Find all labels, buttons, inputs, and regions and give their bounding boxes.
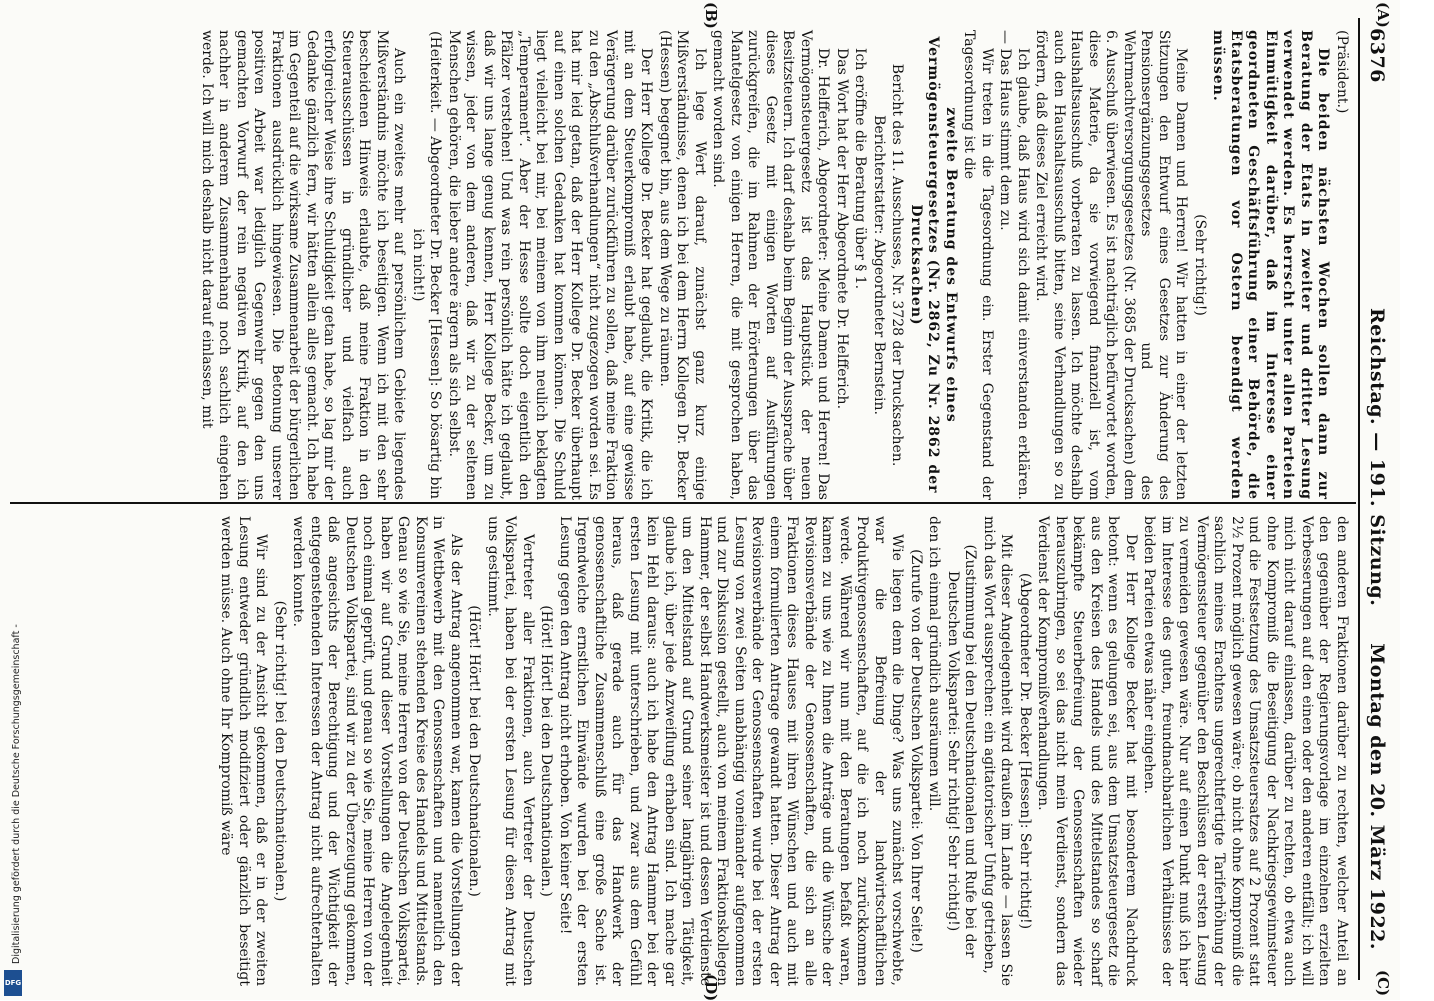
speech-paragraph: Dr. Helfferich, Abgeordneter: Meine Damen und Herren! Das Vermögensteuergesetz ist das Hauptstück der neuen Besitzsteuern. Ich darf deshalb beim Beginn der Aussprache über dieses Gesetz mit einigen Worten auf Ausführungen zurückgreifen, die im Rahmen der Erörterungen über das Mantelgesetz von einigen Herren, die mit gesprochen haben, gemacht worden sind. <box>710 30 832 500</box>
paragraph: Ich glaube, daß Haus wird sich damit einverstanden erklären. — Das Haus stimmt dem zu. <box>997 30 1031 500</box>
paragraph: Ich eröffne die Beratung über § 1. <box>852 48 869 290</box>
agenda-item: zweite Beratung des Entwurfs eines Vermögensteuergesetzes (Nr. 2862, Zu Nr. 2862 der Drucksachen) <box>908 36 959 494</box>
right-text-column <box>216 516 1350 986</box>
dfg-logo: DFG <box>4 970 22 996</box>
interjection: (Sehr richtig!) <box>1192 214 1208 316</box>
interjection: (Hört! Hört! bei den Deutschnationalen.) <box>466 605 483 897</box>
interjection: (Sehr richtig! bei den Deutschnationalen.) <box>272 600 288 902</box>
page-number: 6376 <box>1366 28 1388 83</box>
header-rule <box>1358 18 1360 980</box>
interjection: (Heiterkeit. — Abgeordneter Dr. Becker [Hessen]: So bösartig bin ich nicht!) <box>410 31 444 499</box>
speech-paragraph: Der Herr Kollege Dr. Becker hat geglaubt, die Kritik, die ich mit an dem Steuerkompromiß erlaubt habe, auf eine gewisse Verärgerung darüber zurückführen zu sollen, daß meine Fraktion zu den „Abschlußverhandlungen“ nicht zugezogen worden sei. Es hat mir leid getan, daß der Herr Kollege Dr. Becker überhaupt auf einen solchen Gedanken hat kommen können. Die Schuld liegt vielleicht bei mir, bei meinem von ihm neulich beklagten „Temperament“. Aber der Hesse sollte doch eigentlich den Pfälzer verstehen! Und was rein persönlich hätte ich geglaubt, daß wir uns lange genug kennen, Herr Kollege Becker, um zu wissen, jeder von dem anderen, daß wir zu der seltenen Menschen gehören, die lieber andere ärgern als sich selbst. <box>446 30 655 500</box>
margin-mark-b: (B) <box>702 2 720 29</box>
left-text-column <box>197 30 1351 500</box>
speech-paragraph: Wir sind zu der Ansicht gekommen, daß er in der zweiten Lesung entweder gründlich modifiziert oder gänzlich beseitigt werden müsse. Auch ohne Ihr Kompromiß wäre <box>218 516 270 986</box>
column-divider <box>10 502 1356 504</box>
speech-paragraph: Als der Antrag angenommen war, kamen die Vorstellungen der in Wettbewerb mit den Genossenschaften und namentlich den Konsumvereinen stehenden Kreise des Handels und Mittelstands. Genau so wie Sie, meine Herren von der Deutschen Volkspartei, haben wir auf Grund dieser Vorstellungen die Angelegenheit noch einmal geprüft, und genau so wie Sie, meine Herren von der Deutschen Volkspartei, sind wir zu der Überzeugung gekommen, daß angesichts der Berechtigung und der Wichtigkeit der entgegenstehenden Interessen der Antrag nicht aufrechterhalten werden konnte. <box>290 516 464 986</box>
committee-report: Bericht des 11. Ausschusses, Nr. 3728 der Drucksachen. <box>889 63 906 467</box>
paragraph: Das Wort hat der Herr Abgeordnete Dr. Helfferich. <box>834 48 850 410</box>
rapporteur: Berichterstatter: Abgeordneter Bernstein. <box>871 115 887 415</box>
page-header <box>1360 18 1394 980</box>
paragraph: Meine Damen und Herren! Wir hatten in einer der letzten Sitzungen den Entwurf eines Gesetzes zur Änderung des Pensionsergänzungsgesetzes und des Wehrmachtversorgungsgesetzes (Nr. 3685 der Drucksachen) dem 6. Ausschuß überwiesen. Es ist nachträglich befürwortet worden, diese Materie, da sie vorwiegend finanziell ist, vom Haushaltsausschuß vorberaten zu lassen. Ich möchte deshalb auch den Haushaltsausschuß bitten, seine Verhandlungen so zu fördern, daß dieses Ziel erreicht wird. <box>1033 30 1190 500</box>
speech-paragraph: Vertreter aller Fraktionen, auch Vertreter der Deutschen Volkspartei, haben bei der ersten Lesung für diesen Antrag mit uns gestimmt. <box>485 516 536 986</box>
paragraph: Wir treten in die Tagesordnung ein. Erster Gegenstand der Tagesordnung ist die <box>961 30 995 500</box>
session-title: Reichstag. — 191. Sitzung. <box>1366 308 1388 607</box>
paragraph: Die beiden nächsten Wochen sollen dann zur Beratung der Etats in zweiter und dritter Lesung verwendet werden. Es herrscht unter allen Parteien Einmütigkeit darüber, daß im Interesse einer geordneten Geschäftsführung einer Behörde, die Etatsberatungen vor Ostern beendigt werden müssen. <box>1210 30 1332 500</box>
interjection: (Hört! Hört! bei den Deutschnationalen.) <box>538 605 555 897</box>
margin-mark-d: (D) <box>702 974 720 1001</box>
credit-text: Digitalisierung gefördert durch die Deutsche Forschungsgemeinschaft - <box>11 624 22 964</box>
interjection: (Zurufe von der Deutschen Volkspartei: Von Ihrer Seite!) <box>908 549 924 953</box>
speech-paragraph: Ich lege Wert darauf, zunächst ganz kurz einige Mißverständnisse, denen ich bei dem Herrn Kollegen Dr. Becker (Hessen) begegnet bin, aus dem Wege zu räumen. <box>657 30 708 500</box>
digitization-credit <box>2 4 26 996</box>
speech-paragraph: den anderen Fraktionen darüber zu rechten, welcher Anteil an den gegenüber der Regierungsvorlage im einzelnen erzielten Verbesserungen auf den einen oder den anderen entfällt; ich will mich nicht darauf einlassen, darüber zu rechten, ob etwa auch ohne Kompromiß die Beseitigung der Nachkriegsgewinnsteuer und die Festsetzung des Umsatzsteuersatzes auf 2 Prozent statt 2½ Prozent möglich gewesen wäre; ob nicht ohne Kompromiß die sachlich meines Erachtens ungerechtfertigte Tariferhöhung der Vermögenssteuer gegenüber den Beschlüssen der ersten Lesung zu vermeiden gewesen wäre. Nur auf einen Punkt muß ich hier im Interesse des guten, freundnachbarlichen Verhältnisses der beiden Parteien etwas näher eingehen. <box>1141 516 1350 986</box>
margin-mark-c: (C) <box>1374 970 1392 997</box>
speech-paragraph: Auch ein zweites mehr auf persönlichem Gebiete liegendes Mißverständnis möchte ich beseitigen. Wenn ich mit den sehr bescheidenen Hinweis erlaubte, daß meine Fraktion in den Steuerausschüssen in gründlicher und vielfach auch erfolgreicher Weise ihre Schuldigkeit getan habe, so lag mir der Gedanke gänzlich fern, wir hätten allein alles gemacht. Ich habe im Gegenteil auf die wirksame Zusammenarbeit der bürgerlichen Fraktionen ausdrücklich hingewiesen. Die Betonung unserer positiven Arbeit war lediglich Gegenwehr gegen den uns gemachten Vorwurf der rein negativen Kritik, auf den ich nachher in anderem Zusammenhang noch sachlich eingehen werde. Ich will mich deshalb nicht darauf einlassen, mit <box>199 30 408 500</box>
speech-paragraph: den ich einmal gründlich ausräumen will. <box>926 516 943 812</box>
session-date: Montag den 20. März 1922. <box>1366 643 1388 950</box>
interjection: (Abgeordneter Dr. Becker [Hessen]: Sehr richtig!) <box>1017 572 1033 930</box>
paragraph: (Präsident.) <box>1334 30 1350 114</box>
interjection: (Zustimmung bei den Deutschnationalen und Rufe bei der Deutschen Volkspartei: Sehr richtig! Sehr richtig!) <box>945 544 979 958</box>
speech-paragraph: Mit dieser Angelegenheit wird draußen im Lande — lassen Sie mich das Wort aussprechen: ein agitatorischer Unfug getrieben, <box>981 516 1015 986</box>
speech-paragraph: Der Herr Kollege Becker hat mit besonderem Nachdruck betont: wenn es gelungen sei, aus dem Umsatzsteuergesetz die aus den Kreisen des Handels und des Mittelstandes so scharf bekämpfte Steuerbefreiung der Genossenschaften wieder herauszubringen, so sei das nicht mein Verdienst, sondern das Verdienst der Kompromißverhandlungen. <box>1035 516 1139 986</box>
margin-mark-a: (A) <box>1374 2 1392 28</box>
speech-paragraph: Wie liegen denn die Dinge? Was uns zunächst vorschwebte, war die Befreiung der landwirtschaftlichen Produktivgenossenschaften, auf die ich noch zurückkommen werde. Während wir nun mit den Beratungen befaßt waren, kamen zu uns wie zu Ihnen die Anträge und die Wünsche der Revisionsverbände der Genossenschaften, die sich an alle Fraktionen dieses Hauses mit ihren Wünschen und auch mit einem formulierten Antrage gewandt hatten. Dieser Antrag der Revisionsverbände der Genossenschaften wurde bei der ersten Lesung von zwei Seiten unabhängig voneinander aufgenommen und zur Diskussion gestellt, auch von meinem Fraktionskollegen Hammer, der selbst Handwerksmeister ist und dessen Verdienste um den Mittelstand auf Grund seiner langjährigen Tätigkeit, glaube ich, über jede Anzweiflung erhaben sind. Ich mache gar kein Hehl daraus: auch ich habe den Antrag Hammer bei der ersten Lesung mit unterschrieben, und zwar aus dem Gefühl heraus, daß gerade auch für das Handwerk der genossenschaftliche Zusammenschluß eine große Sache ist. Irgendwelche ernstlichen Einwände wurden bei der ersten Lesung gegen den Antrag nicht erhoben. Von keiner Seite! <box>557 516 906 986</box>
